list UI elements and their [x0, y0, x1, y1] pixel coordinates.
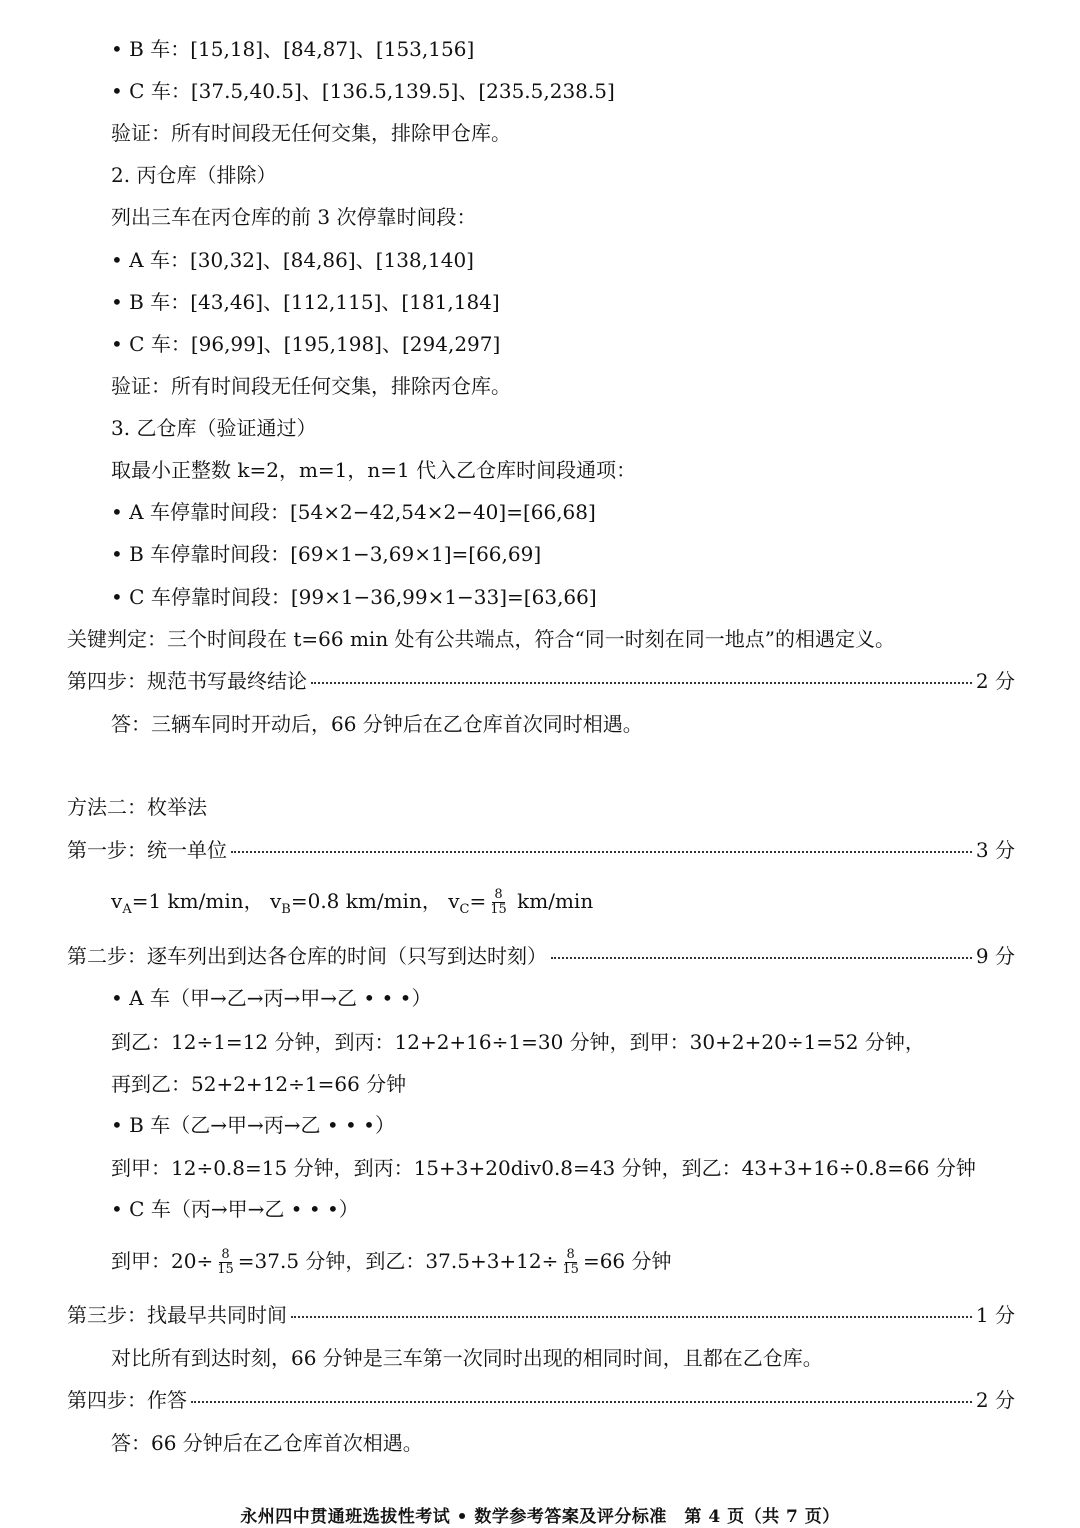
step-label: 第四步：作答: [67, 1388, 187, 1412]
vb-value: =0.8 km/min，: [290, 889, 442, 913]
vb-subscript: B: [281, 902, 291, 917]
leader-dots: [231, 851, 972, 853]
bing-intro-text: 列出三车在丙仓库的前 3 次停靠时间段：: [111, 205, 477, 229]
step3-row: [67, 1302, 1015, 1328]
car-b-route: • B 车（乙→甲→丙→乙 • • •）: [111, 1113, 395, 1137]
step-score: 2 分: [975, 669, 1015, 693]
vc-equals: =: [469, 889, 487, 913]
leader-dots: [191, 1401, 972, 1403]
yi-heading: 3. 乙仓库（验证通过）: [111, 416, 317, 440]
fraction: $\frac{8}{15}$: [562, 1247, 579, 1277]
car-c-bing-line: • C 车：[96,99]、[195,198]、[294,297]: [111, 332, 501, 356]
page-footer: 永州四中贯通班选拔性考试 • 数学参考答案及评分标准 第 4 页（共 7 页）: [240, 1507, 840, 1527]
vc-symbol: v: [448, 889, 460, 913]
step-score: 9 分: [975, 944, 1015, 968]
car-b-bing-line: • B 车：[43,46]、[112,115]、[181,184]: [111, 290, 500, 314]
verify-bing-text: 验证：所有时间段无任何交集，排除丙仓库。: [111, 374, 511, 398]
step4-answer-row: [67, 1387, 1015, 1413]
compare-text: 对比所有到达时刻，66 分钟是三车第一次同时出现的相同时间，且都在乙仓库。: [111, 1346, 823, 1370]
leader-dots: [551, 957, 972, 959]
method2-heading: 方法二：枚举法: [67, 795, 207, 819]
leader-dots: [311, 682, 972, 684]
car-a-route: • A 车（甲→乙→丙→甲→乙 • • •）: [111, 986, 432, 1010]
car-c-calc: [111, 1248, 672, 1277]
step2-row: [67, 943, 1015, 969]
car-a-calc-1: 到乙：12÷1=12 分钟，到丙：12+2+16÷1=30 分钟，到甲：30+2+20÷1=52 分钟，: [111, 1030, 925, 1054]
car-c-yi-line: • C 车停靠时间段：[99×1−36,99×1−33]=[63,66]: [111, 585, 597, 609]
step-score: 3 分: [975, 838, 1015, 862]
car-b-yi-line: • B 车停靠时间段：[69×1−3,69×1]=[66,69]: [111, 542, 542, 566]
step-label: 第一步：统一单位: [67, 838, 227, 862]
car-c-jia-line: • C 车：[37.5,40.5]、[136.5,139.5]、[235.5,238.5]: [111, 79, 615, 103]
bing-heading: 2. 丙仓库（排除）: [111, 163, 277, 187]
c-calc-part3: =66 分钟: [582, 1249, 672, 1273]
leader-dots: [291, 1316, 972, 1318]
take-min-text: 取最小正整数 k=2，m=1，n=1 代入乙仓库时间段通项：: [111, 458, 637, 482]
step-label: 第三步：找最早共同时间: [67, 1303, 287, 1327]
step1-row: [67, 837, 1015, 863]
car-a-bing-line: • A 车：[30,32]、[84,86]、[138,140]: [111, 248, 474, 272]
c-calc-part1: 到甲：20÷: [111, 1249, 214, 1273]
vc-subscript: C: [459, 902, 470, 917]
step-score: 1 分: [975, 1303, 1015, 1327]
car-b-calc: 到甲：12÷0.8=15 分钟，到丙：15+3+20div0.8=43 分钟，到乙：43+3+16÷0.8=66 分钟: [111, 1156, 976, 1180]
step-label: 第四步：规范书写最终结论: [67, 669, 307, 693]
step-score: 2 分: [975, 1388, 1015, 1412]
vb-symbol: v: [269, 889, 282, 913]
car-c-route: • C 车（丙→甲→乙 • • •）: [111, 1197, 359, 1221]
step4-conclusion-row: [67, 668, 1015, 694]
va-value: =1 km/min，: [131, 889, 264, 913]
va-symbol: v: [111, 889, 123, 913]
key-judgement-text: 关键判定：三个时间段在 t=66 min 处有公共端点，符合“同一时刻在同一地点”的相遇定义。: [67, 627, 896, 651]
final-answer-text: 答：66 分钟后在乙仓库首次相遇。: [111, 1431, 423, 1455]
car-a-yi-line: • A 车停靠时间段：[54×2−42,54×2−40]=[66,68]: [111, 500, 596, 524]
fraction: $\frac{8}{15}$: [217, 1247, 234, 1277]
vc-unit: km/min: [510, 889, 594, 913]
verify-jia-text: 验证：所有时间段无任何交集，排除甲仓库。: [111, 121, 511, 145]
answer-text: 答：三辆车同时开动后，66 分钟后在乙仓库首次同时相遇。: [111, 712, 643, 736]
step-label: 第二步：逐车列出到达各仓库的时间（只写到达时刻）: [67, 944, 547, 968]
c-calc-part2: =37.5 分钟，到乙：37.5+3+12÷: [237, 1249, 559, 1273]
fraction: $\frac{8}{15}$: [490, 887, 507, 917]
car-b-jia-line: • B 车：[15,18]、[84,87]、[153,156]: [111, 37, 475, 61]
velocity-line: [111, 888, 593, 923]
car-a-calc-2: 再到乙：52+2+12÷1=66 分钟: [111, 1072, 407, 1096]
va-subscript: A: [122, 902, 132, 917]
